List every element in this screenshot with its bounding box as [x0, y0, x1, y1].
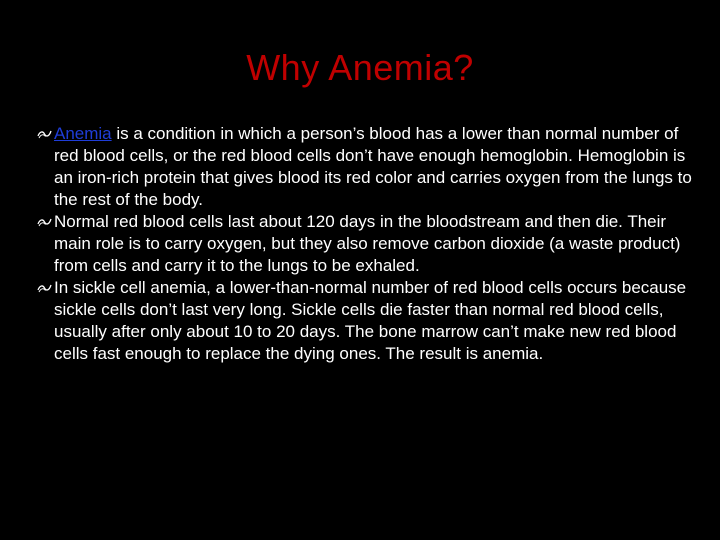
- bullet-text: Normal red blood cells last about 120 days in the bloodstream and then die. Their main role is to carry oxygen, but they also remove carbon dioxide (a waste product) from cells and carry it to the lungs to be exhaled.: [54, 212, 681, 275]
- bullet-item: [36, 123, 692, 211]
- bullet-text: is a condition in which a person’s blood has a lower than normal number of red blood cells, or the red blood cells don’t have enough hemoglobin. Hemoglobin is an iron-rich protein that gives blood its red color and carries oxygen from the lungs to the rest of the body.: [54, 124, 692, 209]
- slide-title: Why Anemia?: [246, 47, 474, 88]
- bullet-text: In sickle cell anemia, a lower-than-normal number of red blood cells occurs because sickle cells don’t last very long. Sickle cells die faster than normal red blood cells, usually after only about 10 to 20 days. The bone marrow can’t make new red blood cells fast enough to replace the dying ones. The result is anemia.: [54, 278, 687, 363]
- wave-bullet-icon: [37, 128, 52, 139]
- anemia-link[interactable]: Anemia: [54, 124, 112, 143]
- bullet-item: [36, 277, 692, 365]
- bullet-list: [36, 123, 692, 365]
- bullet-item: [36, 211, 692, 277]
- wave-bullet-icon: [37, 282, 52, 293]
- wave-bullet-icon: [37, 216, 52, 227]
